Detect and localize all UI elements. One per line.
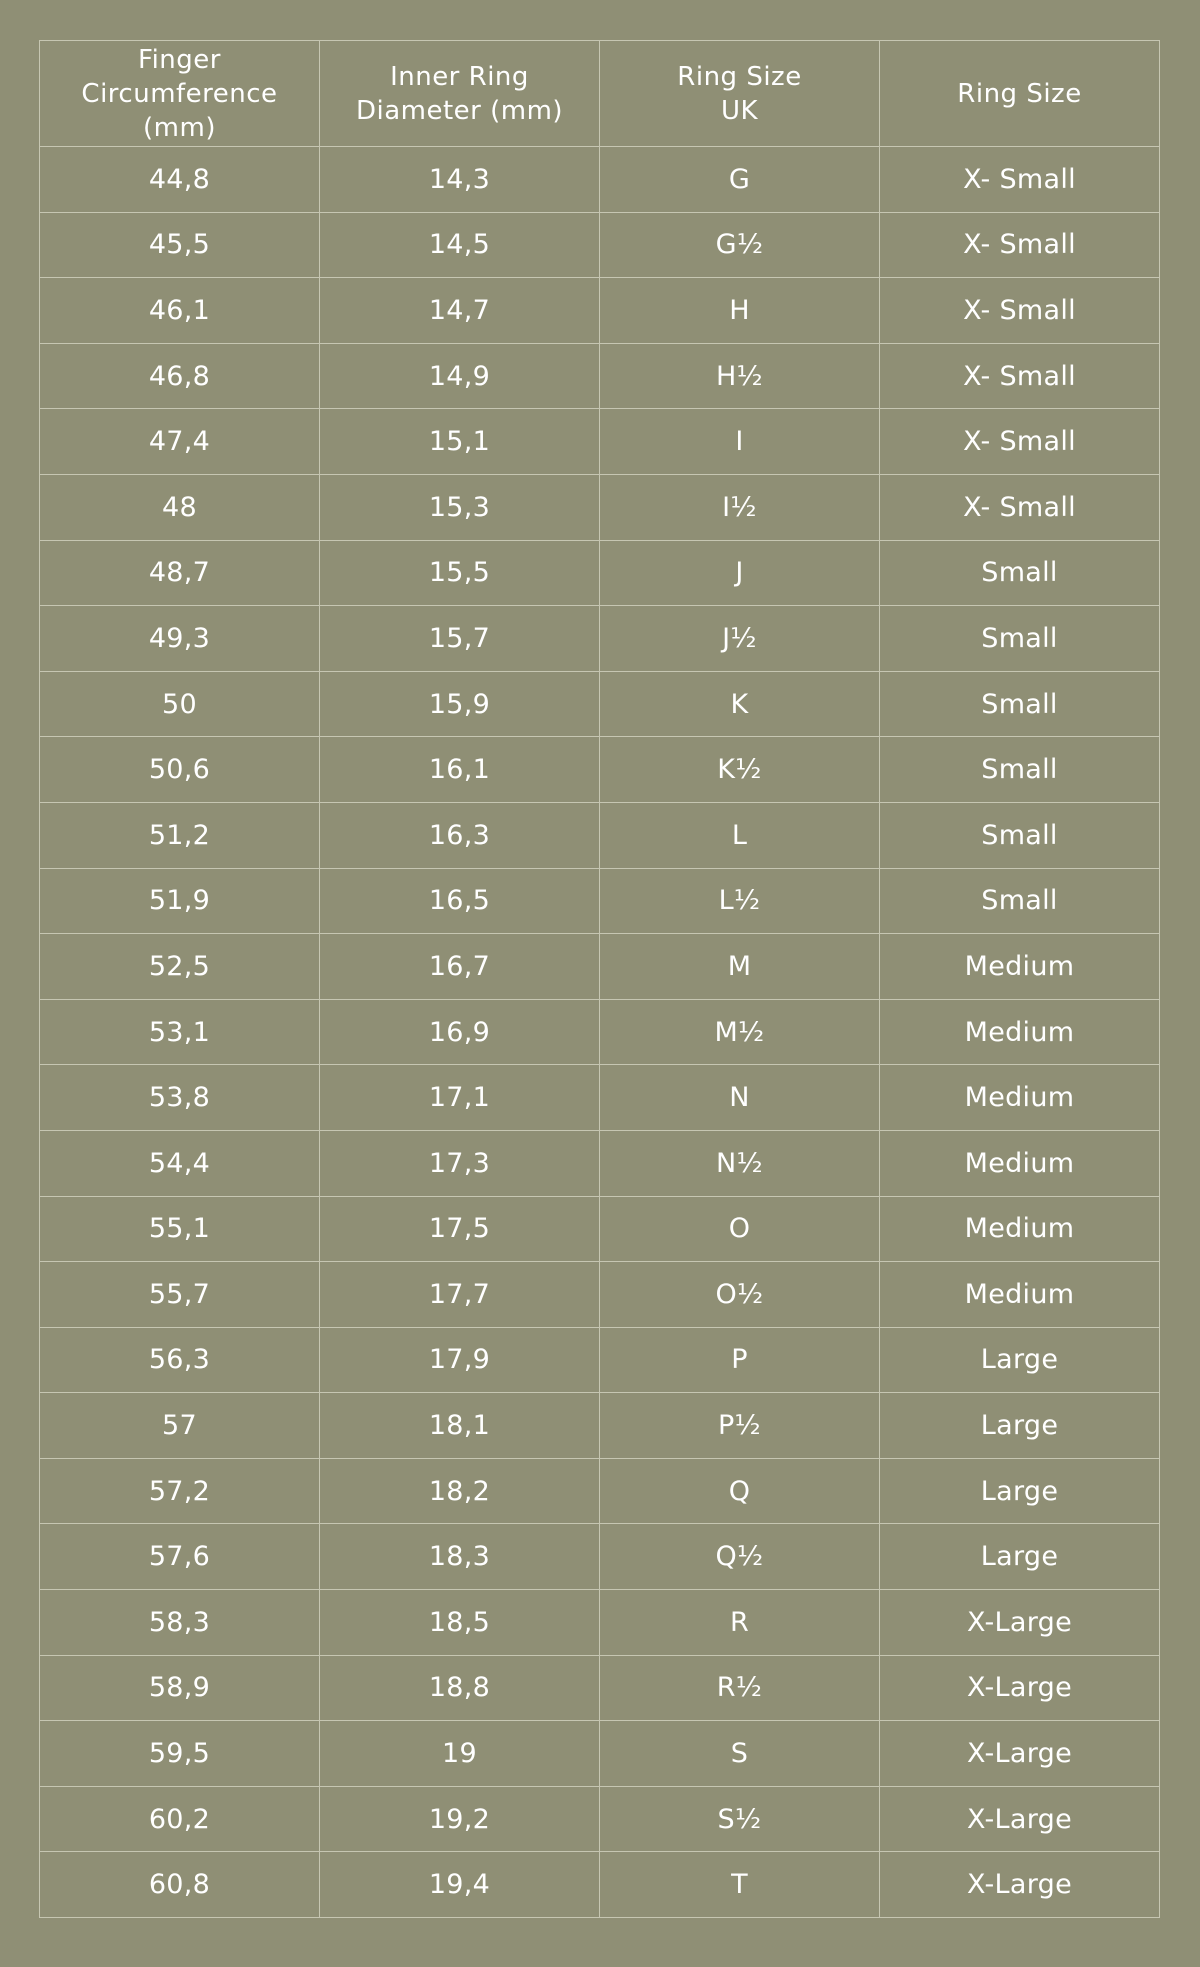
inner-ring-diameter-cell: 19: [320, 1721, 600, 1787]
table-row: [40, 1262, 1160, 1328]
ring-size-cell: Large: [880, 1458, 1160, 1524]
finger-circumference-cell: 56,3: [40, 1327, 320, 1393]
finger-circumference-cell: 54,4: [40, 1130, 320, 1196]
ring-size-cell: X- Small: [880, 409, 1160, 475]
ring-size-cell: X- Small: [880, 212, 1160, 278]
ring-size-uk-cell: N: [600, 1065, 880, 1131]
finger-circumference-cell: 60,2: [40, 1786, 320, 1852]
ring-size-uk-cell: S½: [600, 1786, 880, 1852]
inner-ring-diameter-cell: 17,5: [320, 1196, 600, 1262]
finger-circumference-cell: 57,2: [40, 1458, 320, 1524]
table-row: [40, 868, 1160, 934]
header-inner-ring-diameter: Inner Ring Diameter (mm): [320, 41, 600, 147]
header-ring-size: Ring Size: [880, 41, 1160, 147]
finger-circumference-cell: 48,7: [40, 540, 320, 606]
inner-ring-diameter-cell: 18,8: [320, 1655, 600, 1721]
inner-ring-diameter-cell: 15,9: [320, 671, 600, 737]
table-row: [40, 1852, 1160, 1918]
inner-ring-diameter-cell: 19,4: [320, 1852, 600, 1918]
finger-circumference-cell: 59,5: [40, 1721, 320, 1787]
ring-size-cell: Large: [880, 1327, 1160, 1393]
ring-size-uk-cell: T: [600, 1852, 880, 1918]
ring-size-uk-cell: L½: [600, 868, 880, 934]
finger-circumference-cell: 53,1: [40, 999, 320, 1065]
finger-circumference-cell: 50: [40, 671, 320, 737]
table-row: [40, 1721, 1160, 1787]
ring-size-cell: Large: [880, 1393, 1160, 1459]
finger-circumference-cell: 57: [40, 1393, 320, 1459]
inner-ring-diameter-cell: 16,3: [320, 802, 600, 868]
header-row: [40, 41, 1160, 147]
ring-size-cell: X-Large: [880, 1590, 1160, 1656]
table-body: [40, 147, 1160, 1918]
table-row: [40, 606, 1160, 672]
table-row: [40, 1524, 1160, 1590]
ring-size-uk-cell: G½: [600, 212, 880, 278]
finger-circumference-cell: 51,2: [40, 802, 320, 868]
ring-size-cell: Medium: [880, 1196, 1160, 1262]
ring-size-cell: Small: [880, 737, 1160, 803]
inner-ring-diameter-cell: 14,5: [320, 212, 600, 278]
table-row: [40, 737, 1160, 803]
ring-size-uk-cell: O: [600, 1196, 880, 1262]
table-row: [40, 1786, 1160, 1852]
finger-circumference-cell: 44,8: [40, 147, 320, 213]
table-row: [40, 409, 1160, 475]
finger-circumference-cell: 53,8: [40, 1065, 320, 1131]
inner-ring-diameter-cell: 17,7: [320, 1262, 600, 1328]
ring-size-uk-cell: M½: [600, 999, 880, 1065]
inner-ring-diameter-cell: 15,5: [320, 540, 600, 606]
inner-ring-diameter-cell: 18,5: [320, 1590, 600, 1656]
finger-circumference-cell: 58,9: [40, 1655, 320, 1721]
inner-ring-diameter-cell: 15,7: [320, 606, 600, 672]
finger-circumference-cell: 48: [40, 474, 320, 540]
finger-circumference-cell: 58,3: [40, 1590, 320, 1656]
ring-size-uk-cell: J: [600, 540, 880, 606]
inner-ring-diameter-cell: 16,9: [320, 999, 600, 1065]
table-row: [40, 1327, 1160, 1393]
inner-ring-diameter-cell: 18,2: [320, 1458, 600, 1524]
ring-size-cell: Medium: [880, 1262, 1160, 1328]
ring-size-uk-cell: Q: [600, 1458, 880, 1524]
ring-size-cell: X-Large: [880, 1786, 1160, 1852]
finger-circumference-cell: 46,1: [40, 278, 320, 344]
ring-size-cell: Small: [880, 868, 1160, 934]
table-row: [40, 1458, 1160, 1524]
ring-size-uk-cell: P: [600, 1327, 880, 1393]
ring-size-uk-cell: O½: [600, 1262, 880, 1328]
ring-size-table-container: [39, 40, 1160, 1918]
ring-size-cell: Medium: [880, 1130, 1160, 1196]
table-row: [40, 1065, 1160, 1131]
inner-ring-diameter-cell: 18,3: [320, 1524, 600, 1590]
table-row: [40, 1130, 1160, 1196]
inner-ring-diameter-cell: 15,3: [320, 474, 600, 540]
ring-size-uk-cell: I½: [600, 474, 880, 540]
ring-size-cell: X- Small: [880, 343, 1160, 409]
ring-size-uk-cell: R½: [600, 1655, 880, 1721]
ring-size-uk-cell: H½: [600, 343, 880, 409]
ring-size-uk-cell: Q½: [600, 1524, 880, 1590]
ring-size-cell: Medium: [880, 934, 1160, 1000]
ring-size-cell: X-Large: [880, 1655, 1160, 1721]
table-header: [40, 41, 1160, 147]
ring-size-uk-cell: I: [600, 409, 880, 475]
table-row: [40, 343, 1160, 409]
ring-size-cell: X-Large: [880, 1852, 1160, 1918]
inner-ring-diameter-cell: 17,1: [320, 1065, 600, 1131]
header-ring-size-uk: Ring Size UK: [600, 41, 880, 147]
ring-size-uk-cell: G: [600, 147, 880, 213]
ring-size-uk-cell: K: [600, 671, 880, 737]
finger-circumference-cell: 51,9: [40, 868, 320, 934]
header-finger-circumference: Finger Circumference (mm): [40, 41, 320, 147]
ring-size-uk-cell: N½: [600, 1130, 880, 1196]
finger-circumference-cell: 47,4: [40, 409, 320, 475]
table-row: [40, 1655, 1160, 1721]
ring-size-cell: Small: [880, 671, 1160, 737]
table-row: [40, 1393, 1160, 1459]
inner-ring-diameter-cell: 16,5: [320, 868, 600, 934]
table-row: [40, 474, 1160, 540]
table-row: [40, 999, 1160, 1065]
inner-ring-diameter-cell: 17,3: [320, 1130, 600, 1196]
finger-circumference-cell: 46,8: [40, 343, 320, 409]
ring-size-cell: X-Large: [880, 1721, 1160, 1787]
ring-size-cell: Small: [880, 606, 1160, 672]
ring-size-uk-cell: P½: [600, 1393, 880, 1459]
table-row: [40, 540, 1160, 606]
finger-circumference-cell: 45,5: [40, 212, 320, 278]
ring-size-uk-cell: R: [600, 1590, 880, 1656]
ring-size-cell: Small: [880, 540, 1160, 606]
finger-circumference-cell: 52,5: [40, 934, 320, 1000]
ring-size-cell: Medium: [880, 999, 1160, 1065]
table-row: [40, 147, 1160, 213]
finger-circumference-cell: 57,6: [40, 1524, 320, 1590]
inner-ring-diameter-cell: 14,9: [320, 343, 600, 409]
ring-size-cell: X- Small: [880, 278, 1160, 344]
table-row: [40, 802, 1160, 868]
inner-ring-diameter-cell: 16,1: [320, 737, 600, 803]
inner-ring-diameter-cell: 16,7: [320, 934, 600, 1000]
ring-size-table: [39, 40, 1160, 1918]
table-row: [40, 671, 1160, 737]
finger-circumference-cell: 49,3: [40, 606, 320, 672]
ring-size-cell: X- Small: [880, 147, 1160, 213]
ring-size-cell: Medium: [880, 1065, 1160, 1131]
ring-size-uk-cell: H: [600, 278, 880, 344]
finger-circumference-cell: 55,1: [40, 1196, 320, 1262]
inner-ring-diameter-cell: 14,3: [320, 147, 600, 213]
ring-size-cell: Small: [880, 802, 1160, 868]
ring-size-uk-cell: M: [600, 934, 880, 1000]
inner-ring-diameter-cell: 17,9: [320, 1327, 600, 1393]
finger-circumference-cell: 55,7: [40, 1262, 320, 1328]
ring-size-uk-cell: L: [600, 802, 880, 868]
finger-circumference-cell: 50,6: [40, 737, 320, 803]
ring-size-uk-cell: K½: [600, 737, 880, 803]
table-row: [40, 1196, 1160, 1262]
inner-ring-diameter-cell: 18,1: [320, 1393, 600, 1459]
ring-size-uk-cell: J½: [600, 606, 880, 672]
finger-circumference-cell: 60,8: [40, 1852, 320, 1918]
table-row: [40, 212, 1160, 278]
table-row: [40, 278, 1160, 344]
inner-ring-diameter-cell: 15,1: [320, 409, 600, 475]
inner-ring-diameter-cell: 14,7: [320, 278, 600, 344]
inner-ring-diameter-cell: 19,2: [320, 1786, 600, 1852]
ring-size-cell: X- Small: [880, 474, 1160, 540]
table-row: [40, 1590, 1160, 1656]
table-row: [40, 934, 1160, 1000]
ring-size-cell: Large: [880, 1524, 1160, 1590]
ring-size-uk-cell: S: [600, 1721, 880, 1787]
